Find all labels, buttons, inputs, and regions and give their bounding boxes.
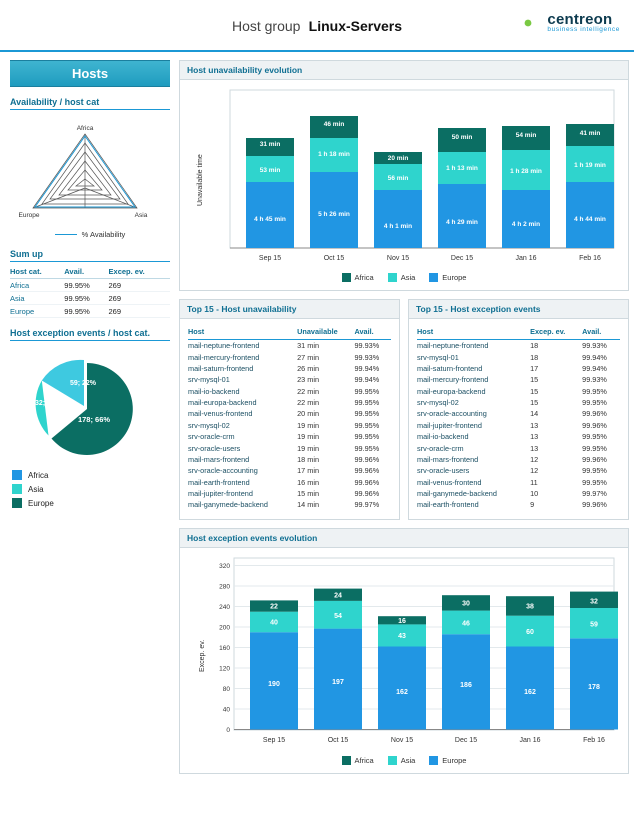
cell-avail: 99.96% [354,454,380,464]
cell-avail: 99.96% [582,454,607,464]
y-axis-label: Unavailable time [197,154,204,206]
cell-avail: 99.96% [582,420,607,430]
cell-host: mail-neptune-frontend [417,341,489,351]
cell-unavailable: 26 min [297,363,320,373]
radar-axis-africa: Africa [76,125,94,132]
panel-title-top15-exception: Top 15 - Host exception events [409,300,628,319]
radar-legend-swatch [55,234,77,235]
svg-text:0: 0 [226,726,230,734]
sumup-section-title: Sum up [10,249,170,262]
cell-avail: 99.95% [582,477,607,487]
cell-unavailable: 31 min [297,341,320,351]
cell-excep: 15 [530,375,539,385]
svg-text:Dec 15: Dec 15 [450,255,474,262]
cell-unavailable: 23 min [297,375,320,385]
pie-label-africa: 59; 22% [69,380,97,387]
svg-text:4 h 29 min: 4 h 29 min [446,219,478,226]
cell-excep: 15 [530,398,539,408]
bar-group-jan16 [506,596,554,729]
cell-unavailable: 27 min [297,352,320,362]
svg-text:Nov 15: Nov 15 [386,255,410,262]
cell-excep: 13 [530,443,539,453]
cell-host: mail-europa-backend [417,386,486,396]
svg-text:40: 40 [270,619,278,627]
unavailability-evolution-chart [188,86,620,282]
cell-unavailable: 20 min [297,409,320,419]
table-row [417,477,620,488]
col-excep: Excep. ev. [530,325,582,340]
panel-top15-unavailability [179,299,400,520]
x-axis-ticks [259,255,601,262]
svg-text:46: 46 [462,620,470,628]
svg-text:24: 24 [334,592,342,600]
svg-text:4 h 1 min: 4 h 1 min [383,223,413,230]
bar-group-oct15 [310,116,358,248]
cell-host: srv-mysql-01 [188,375,230,385]
logo-tagline: business intelligence [547,26,620,34]
table-row [188,442,391,453]
table-row [417,454,620,465]
cell-host: mail-venus-frontend [417,477,482,487]
table-row [417,363,620,374]
table-row [188,408,391,419]
cell-host: srv-oracle-crm [188,432,235,442]
svg-text:1 h 18 min: 1 h 18 min [318,151,350,158]
svg-text:160: 160 [219,644,230,652]
table-row [417,408,620,419]
svg-text:16: 16 [398,617,406,625]
cell-host: mail-mars-frontend [417,454,479,464]
svg-text:41 min: 41 min [579,130,601,137]
pie-legend-item-europe [12,498,170,508]
table-row [188,454,391,465]
pie-label-asia: 32; 12% [34,400,62,407]
cell-avail: 99.96% [354,466,380,476]
page-title-label: Host group [231,18,301,34]
table-row [188,488,391,499]
cell-host: srv-mysql-02 [188,420,230,430]
panel-title-top15-unavailability: Top 15 - Host unavailability [180,300,399,319]
svg-text:280: 280 [219,583,230,591]
table-row [417,340,620,352]
col-host: Host [188,325,297,340]
availability-section-title: Availability / host cat [10,97,170,110]
cell-unavailable: 19 min [297,420,320,430]
table-row [417,386,620,397]
svg-text:22: 22 [270,603,278,611]
cell-host: mail-mars-frontend [188,454,250,464]
cell-avail: 99.95% [582,466,607,476]
cell-host: mail-jupiter-frontend [417,420,482,430]
x-axis-ticks [263,737,605,744]
table-row [417,397,620,408]
table-row [10,305,170,318]
svg-text:20 min: 20 min [387,155,409,162]
table-row [188,363,391,374]
legend-item-africa [342,273,374,282]
sumup-excep: 269 [109,292,170,305]
cell-excep: 12 [530,454,539,464]
legend-label-europe: Europe [442,273,467,282]
cell-host: srv-mysql-01 [417,352,459,362]
panel-unavailability-evolution [179,60,629,291]
svg-text:80: 80 [222,685,230,693]
svg-text:54 min: 54 min [515,132,537,139]
cell-host: mail-venus-frontend [188,409,253,419]
radar-legend-label: % Availability [81,230,126,239]
cell-host: mail-saturn-frontend [188,363,254,373]
cell-avail: 99.97% [582,489,607,499]
cell-excep: 9 [530,500,535,510]
svg-text:50 min: 50 min [451,134,473,141]
pie-legend-item-asia [12,484,170,494]
svg-text:5 h 26 min: 5 h 26 min [318,211,350,218]
cell-unavailable: 14 min [297,500,320,510]
cell-unavailable: 22 min [297,398,320,408]
sumup-avail: 99.95% [64,279,108,292]
svg-text:Jan 16: Jan 16 [515,255,537,262]
svg-text:4 h 2 min: 4 h 2 min [511,221,541,228]
sidebar [10,60,170,782]
pie-legend-item-africa [12,470,170,480]
exception-events-evolution-chart [188,554,620,765]
svg-text:59: 59 [590,621,598,629]
sidebar-banner-hosts: Hosts [10,60,170,87]
unavailability-chart-legend [188,273,620,282]
svg-text:46 min: 46 min [323,121,345,128]
pie-label-europe: 178; 66% [77,415,111,424]
cell-avail: 99.95% [582,443,607,453]
legend-item-asia [388,756,416,765]
logo [515,10,620,36]
pie-legend-swatch-asia [12,484,22,494]
cell-excep: 11 [530,477,538,487]
page-header [0,0,634,52]
cell-avail: 99.95% [354,432,380,442]
cell-host: mail-earth-frontend [188,477,250,487]
svg-text:4 h 44 min: 4 h 44 min [574,216,606,223]
table-row [417,431,620,442]
svg-text:1 h 28 min: 1 h 28 min [510,168,542,175]
cell-excep: 12 [530,466,539,476]
sumup-table [10,265,170,318]
pie-legend-swatch-europe [12,498,22,508]
table-row [10,279,170,292]
cell-avail: 99.93% [354,352,380,362]
svg-text:38: 38 [526,603,534,611]
cell-avail: 99.95% [582,398,607,408]
pie-legend [12,470,170,508]
svg-text:4 h 45 min: 4 h 45 min [254,216,286,223]
sumup-avail: 99.95% [64,305,108,318]
radar-legend [10,230,170,239]
cell-excep: 13 [530,420,539,430]
legend-label-asia: Asia [400,273,416,282]
svg-text:1 h 19 min: 1 h 19 min [574,162,606,169]
table-row [188,499,391,510]
panel-title-exception-evolution: Host exception events evolution [180,529,628,548]
svg-text:200: 200 [219,624,230,632]
svg-text:186: 186 [460,681,472,689]
panel-title-unavailability-evolution: Host unavailability evolution [180,61,628,80]
table-row [417,374,620,385]
cell-unavailable: 19 min [297,432,320,442]
svg-text:120: 120 [219,665,230,673]
legend-item-africa [342,756,374,765]
cell-unavailable: 19 min [297,443,320,453]
cell-unavailable: 15 min [297,489,320,499]
table-header-row [417,325,620,340]
table-row [417,442,620,453]
cell-host: srv-mysql-02 [417,398,459,408]
svg-text:190: 190 [268,680,280,688]
table-header-row [188,325,391,340]
bar-group-nov15 [378,616,426,729]
table-row [188,397,391,408]
table-row [188,420,391,431]
radar-axis-asia: Asia [134,212,148,219]
bar-group-dec15 [438,128,486,248]
cell-avail: 99.95% [354,443,380,453]
col-avail: Avail. [582,325,620,340]
table-row [188,477,391,488]
table-row [188,386,391,397]
cell-unavailable: 17 min [297,466,320,476]
svg-text:32: 32 [590,598,598,606]
bar-group-sep15 [246,138,294,248]
cell-host: srv-oracle-crm [417,443,464,453]
bar-group-sep15 [250,600,298,729]
cell-excep: 14 [530,409,539,419]
cell-unavailable: 18 min [297,454,320,464]
cell-avail: 99.94% [582,363,607,373]
y-axis-ticks [219,563,230,734]
top15-unavailability-table [188,325,391,511]
cell-excep: 15 [530,386,539,396]
table-row [417,499,620,510]
cell-host: mail-io-backend [188,386,240,396]
cell-avail: 99.97% [354,500,380,510]
cell-host: mail-europa-backend [188,398,257,408]
col-unavailable: Unavailable [297,325,354,340]
bar-group-feb16 [566,124,614,248]
svg-text:162: 162 [396,688,408,696]
cell-excep: 17 [530,363,539,373]
table-row [417,465,620,476]
svg-text:Dec 15: Dec 15 [454,736,478,744]
cell-avail: 99.96% [354,477,380,487]
svg-text:56 min: 56 min [387,175,409,182]
sumup-cat: Africa [10,279,64,292]
cell-excep: 18 [530,352,539,362]
cell-host: srv-oracle-users [188,443,241,453]
svg-text:320: 320 [219,562,230,570]
cell-host: srv-oracle-users [417,466,470,476]
top15-exception-table [417,325,620,511]
cell-excep: 18 [530,341,539,351]
sumup-cat: Europe [10,305,64,318]
sumup-col-excep: Excep. ev. [109,265,170,279]
panel-exception-evolution [179,528,629,774]
cell-host: srv-oracle-accounting [417,409,487,419]
cell-host: mail-neptune-frontend [188,341,260,351]
table-row [417,420,620,431]
pie-legend-label-europe: Europe [28,498,54,508]
col-avail: Avail. [354,325,391,340]
table-header-row [10,265,170,279]
legend-label-asia: Asia [400,755,416,765]
exception-chart-legend [188,756,620,765]
cell-avail: 99.96% [354,489,380,499]
cell-avail: 99.93% [582,341,607,351]
table-row [188,465,391,476]
svg-text:Sep 15: Sep 15 [258,255,282,262]
svg-text:Sep 15: Sep 15 [262,736,286,744]
logo-name: centreon [547,10,613,28]
svg-text:Nov 15: Nov 15 [390,736,414,744]
availability-radar-chart [10,116,170,239]
pie-legend-swatch-africa [12,470,22,480]
cell-host: mail-earth-frontend [417,500,479,510]
cell-host: srv-oracle-accounting [188,466,258,476]
cell-avail: 99.94% [354,375,380,385]
table-row [188,351,391,362]
y-axis-label: Excep. ev. [199,639,206,672]
svg-text:197: 197 [332,678,344,686]
svg-text:Oct 15: Oct 15 [327,736,349,744]
cell-host: mail-saturn-frontend [417,363,483,373]
svg-text:40: 40 [222,706,230,714]
cell-avail: 99.93% [354,341,380,351]
table-row [10,292,170,305]
bar-group-feb16 [570,591,618,729]
cell-host: mail-ganymede-backend [188,500,268,510]
cell-avail: 99.95% [354,398,380,408]
cell-host: mail-mercury-frontend [188,352,260,362]
sumup-col-cat: Host cat. [10,265,64,279]
cell-avail: 99.95% [354,386,380,396]
exception-events-pie-chart [10,347,170,508]
cell-avail: 99.93% [582,375,607,385]
table-row [417,488,620,499]
sumup-avail: 99.95% [64,292,108,305]
svg-text:Oct 15: Oct 15 [323,255,345,262]
legend-label-africa: Africa [354,273,374,282]
svg-text:43: 43 [398,632,406,640]
bar-group-jan16 [502,126,550,248]
cell-avail: 99.95% [582,386,607,396]
radar-axis-europe: Europe [18,212,40,219]
svg-text:240: 240 [219,603,230,611]
svg-text:1 h 13 min: 1 h 13 min [446,165,478,172]
cell-host: mail-mercury-frontend [417,375,489,385]
panel-top15-exception [408,299,629,520]
sumup-cat: Asia [10,292,64,305]
page-title-value: Linux-Servers [308,18,403,34]
legend-item-asia [388,273,416,282]
sumup-excep: 269 [109,279,170,292]
svg-text:Feb 16: Feb 16 [579,255,601,262]
table-row [417,351,620,362]
bar-group-nov15 [374,152,422,248]
svg-text:178: 178 [588,683,600,691]
cell-unavailable: 22 min [297,386,320,396]
legend-label-africa: Africa [354,755,374,765]
svg-text:Feb 16: Feb 16 [583,736,605,744]
legend-label-europe: Europe [442,755,467,765]
pie-legend-label-asia: Asia [28,484,44,494]
cell-avail: 99.95% [354,420,380,430]
legend-item-europe [429,273,466,282]
cell-avail: 99.94% [354,363,380,373]
cell-host: mail-jupiter-frontend [188,489,253,499]
sumup-col-avail: Avail. [64,265,108,279]
table-row [188,340,391,352]
cell-avail: 99.95% [582,432,607,442]
sumup-excep: 269 [109,305,170,318]
cell-excep: 13 [530,432,539,442]
cell-avail: 99.95% [354,409,380,419]
legend-item-europe [429,756,466,765]
bar-group-oct15 [314,588,362,729]
main-content [179,60,629,782]
svg-text:31 min: 31 min [259,141,281,148]
cell-host: mail-io-backend [417,432,469,442]
svg-text:60: 60 [526,628,534,636]
bar-group-dec15 [442,595,490,729]
table-row [188,431,391,442]
svg-text:Jan 16: Jan 16 [519,736,541,744]
cell-avail: 99.94% [582,352,607,362]
svg-text:162: 162 [524,688,536,696]
table-row [188,374,391,385]
cell-excep: 10 [530,489,539,499]
svg-text:53 min: 53 min [259,167,281,174]
centreon-logo-icon [515,10,541,36]
col-host: Host [417,325,530,340]
svg-text:54: 54 [334,612,342,620]
pie-section-title: Host exception events / host cat. [10,328,170,341]
cell-host: mail-ganymede-backend [417,489,497,499]
cell-avail: 99.96% [582,409,607,419]
pie-legend-label-africa: Africa [28,470,49,480]
cell-avail: 99.96% [582,500,607,510]
svg-text:30: 30 [462,600,470,608]
cell-unavailable: 16 min [297,477,320,487]
